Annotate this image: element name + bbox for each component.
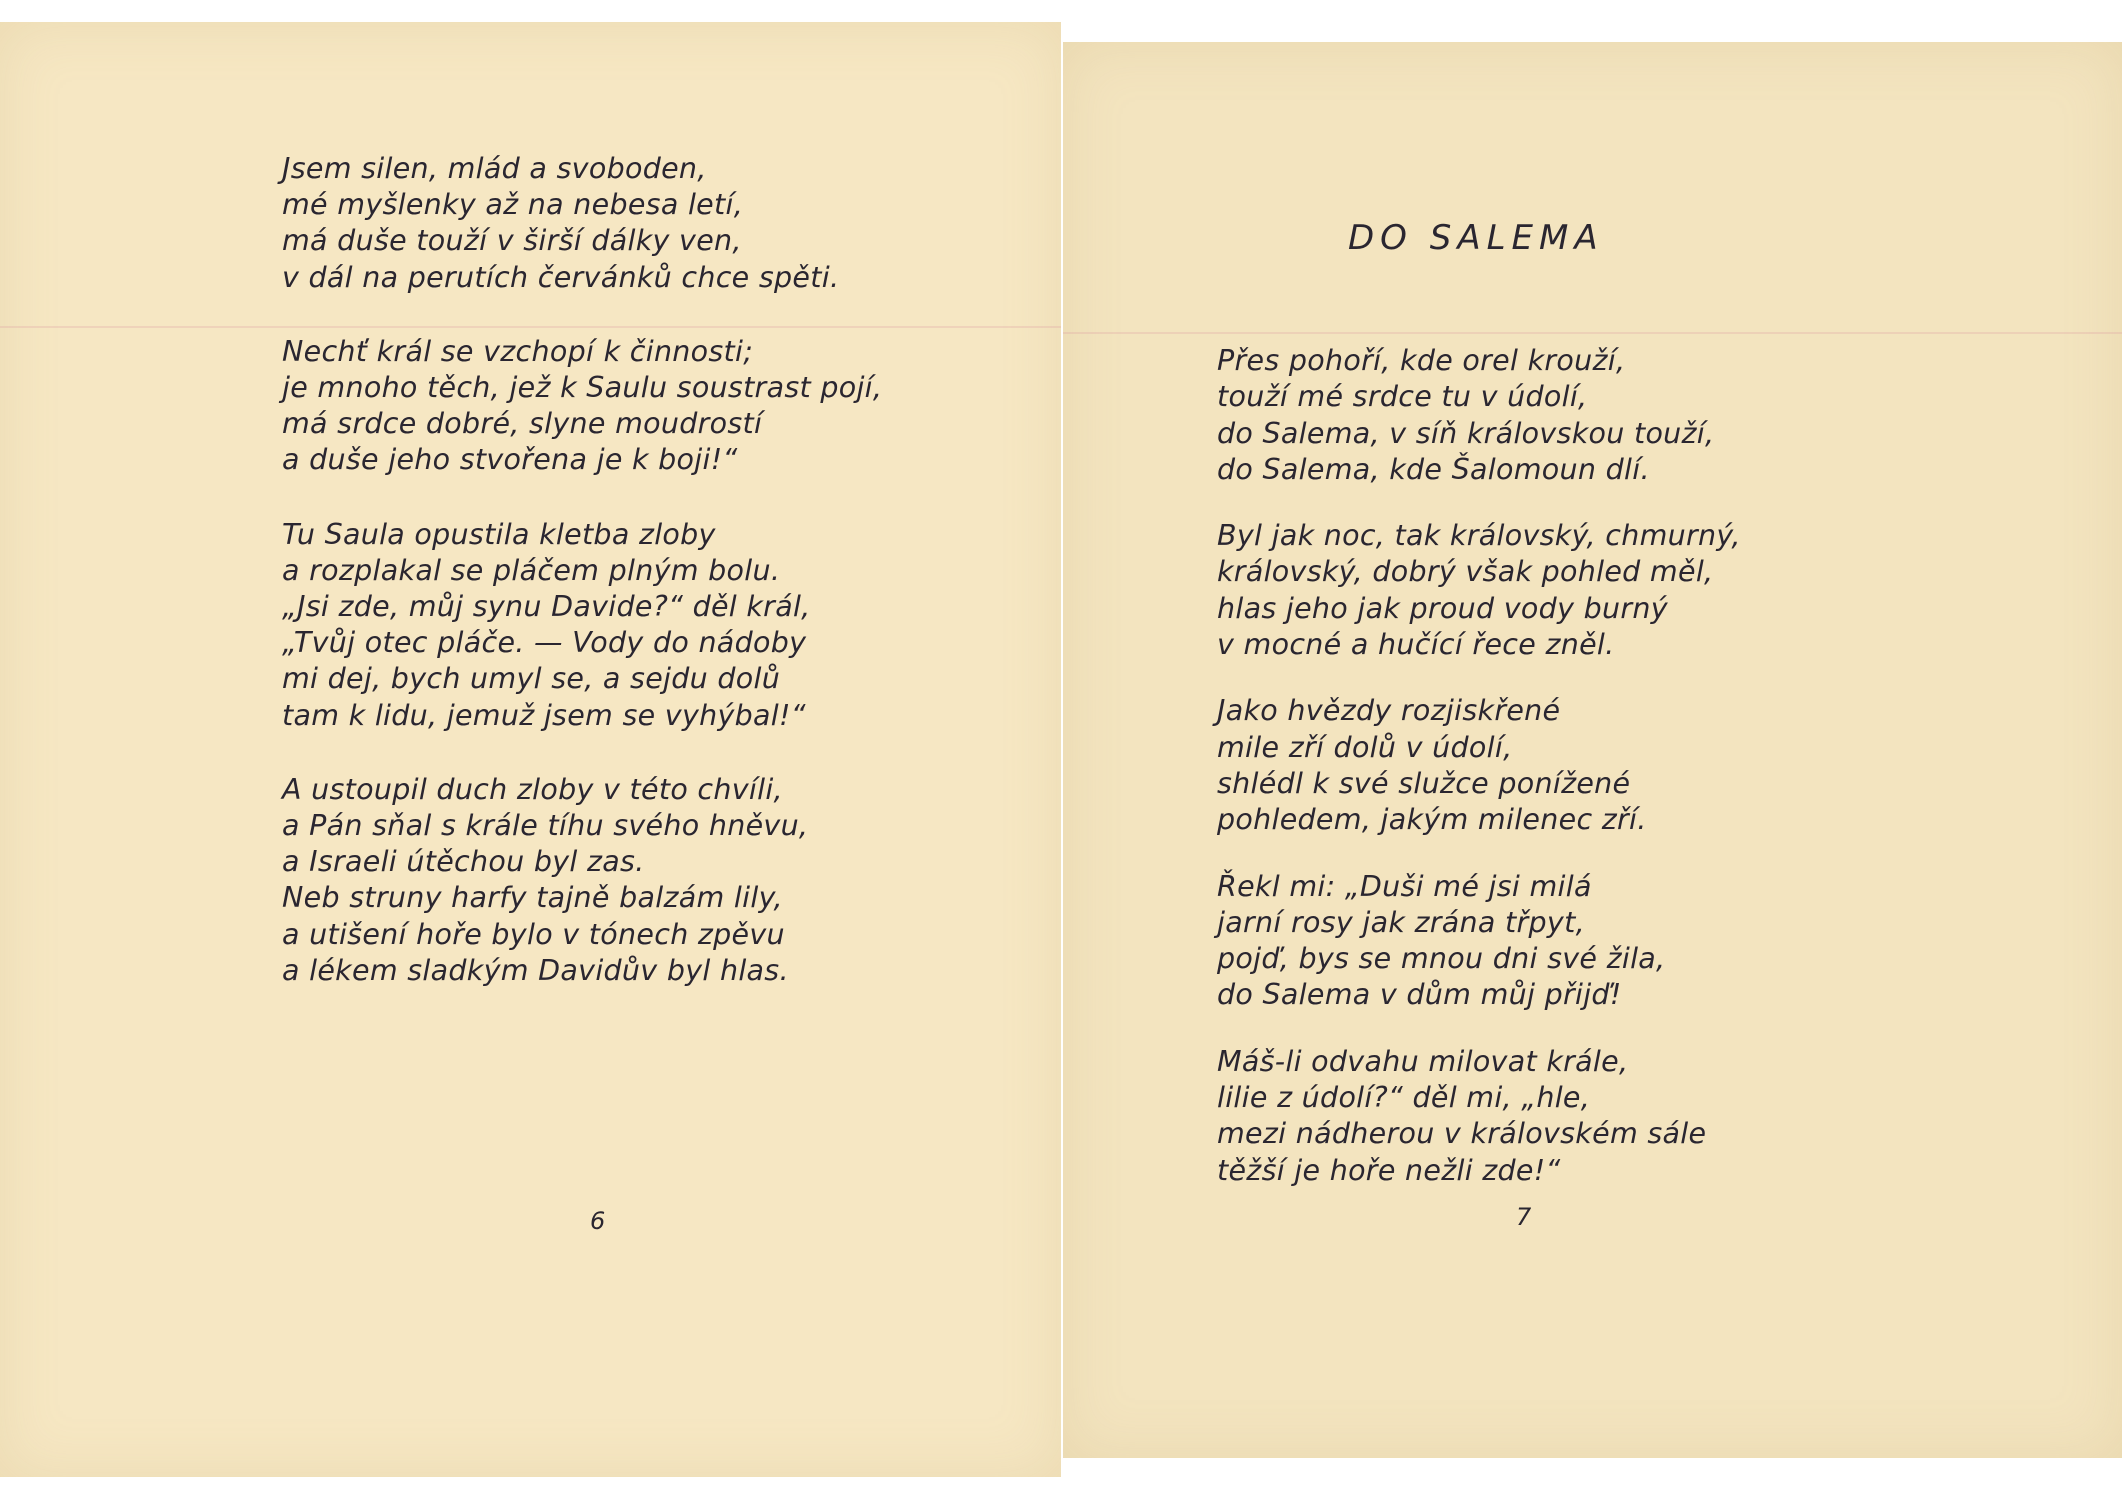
poem-line: pohledem, jakým milenec zří. <box>1217 803 1647 837</box>
poem-line: Přes pohoří, kde orel krouží, <box>1217 344 1626 377</box>
poem-line: královský, dobrý však pohled měl, <box>1217 555 1714 589</box>
poem-line: a utišení hoře bylo v tónech zpěvu <box>282 917 785 951</box>
poem-line: do Salema, v síň královskou touží, <box>1217 416 1715 450</box>
poem-line: mile zří dolů v údolí, <box>1217 730 1513 764</box>
poem-line: a duše jeho stvořena je k boji!“ <box>282 443 738 477</box>
poem-line: mezi nádherou v královském sále <box>1217 1117 1707 1151</box>
poem-line: touží mé srdce tu v údolí, <box>1217 380 1588 414</box>
stanza <box>282 517 882 734</box>
poem-line: lilie z údolí?“ děl mi, „hle, <box>1217 1081 1591 1115</box>
poem-line: a Israeli útěchou byl zas. <box>282 845 645 879</box>
poem-line: tam k lidu, jemuž jsem se vyhýbal!“ <box>282 698 806 732</box>
stanza <box>1217 693 1741 838</box>
poem-line: Neb struny harfy tajně balzám lily, <box>282 881 783 915</box>
poem-line: Byl jak noc, tak královský, chmurný, <box>1217 519 1741 553</box>
poem-line: pojď, bys se mnou dni své žila, <box>1217 942 1666 976</box>
stanza <box>1217 869 1741 1014</box>
poem-line: „Jsi zde, můj synu Davide?“ děl král, <box>282 590 811 624</box>
poem-line: má duše touží v širší dálky ven, <box>282 224 742 258</box>
poem-line: mé myšlenky až na nebesa letí, <box>282 188 744 222</box>
stanza <box>1217 343 1741 488</box>
poem-line: a rozplakal se pláčem plným bolu. <box>282 553 781 587</box>
poem-line: shlédl k své služce ponížené <box>1217 766 1631 800</box>
poem-line: „Tvůj otec pláče. — Vody do nádoby <box>282 626 807 660</box>
left-poem <box>282 151 882 989</box>
poem-line: a Pán sňal s krále tíhu svého hněvu, <box>282 809 809 843</box>
poem-line: A ustoupil duch zloby v této chvíli, <box>282 772 783 806</box>
poem-line: jarní rosy jak zrána třpyt, <box>1217 905 1585 939</box>
poem-line: těžší je hoře nežli zde!“ <box>1217 1153 1561 1187</box>
stanza <box>1217 1044 1741 1189</box>
poem-line: je mnoho těch, jež k Saulu soustrast pojí, <box>282 371 883 405</box>
poem-line: v mocné a hučící řece zněl. <box>1217 628 1615 662</box>
poem-line: do Salema, kde Šalomoun dlí. <box>1217 452 1650 486</box>
poem-line: do Salema v dům můj přijď! <box>1217 978 1622 1012</box>
poem-line: Nechť král se vzchopí k činnosti; <box>282 334 754 368</box>
poem-line: Jako hvězdy rozjiskřené <box>1217 694 1561 728</box>
poem-line: Řekl mi: „Duši mé jsi milá <box>1217 869 1592 903</box>
stanza <box>282 772 882 989</box>
stanza <box>1217 518 1741 663</box>
poem-line: a lékem sladkým Davidův byl hlas. <box>282 953 789 987</box>
poem-line: Máš-li odvahu milovat krále, <box>1217 1044 1629 1078</box>
stanza <box>282 334 882 479</box>
paper-bleed-line <box>1063 332 2122 334</box>
poem-line: hlas jeho jak proud vody burný <box>1217 591 1668 625</box>
poem-line: mi dej, bych umyl se, a sejdu dolů <box>282 662 781 696</box>
right-poem <box>1217 343 1741 1219</box>
poem-line: Jsem silen, mlád a svoboden, <box>282 152 707 185</box>
stanza <box>282 151 882 296</box>
poem-line: Tu Saula opustila kletba zloby <box>282 517 716 551</box>
poem-title: DO SALEMA <box>1348 218 1604 258</box>
poem-line: má srdce dobré, slyne moudrostí <box>282 407 763 441</box>
poem-line: v dál na perutích červánků chce spěti. <box>282 260 840 294</box>
page-number-left: 6 <box>590 1207 606 1235</box>
page-number-right: 7 <box>1516 1203 1532 1231</box>
